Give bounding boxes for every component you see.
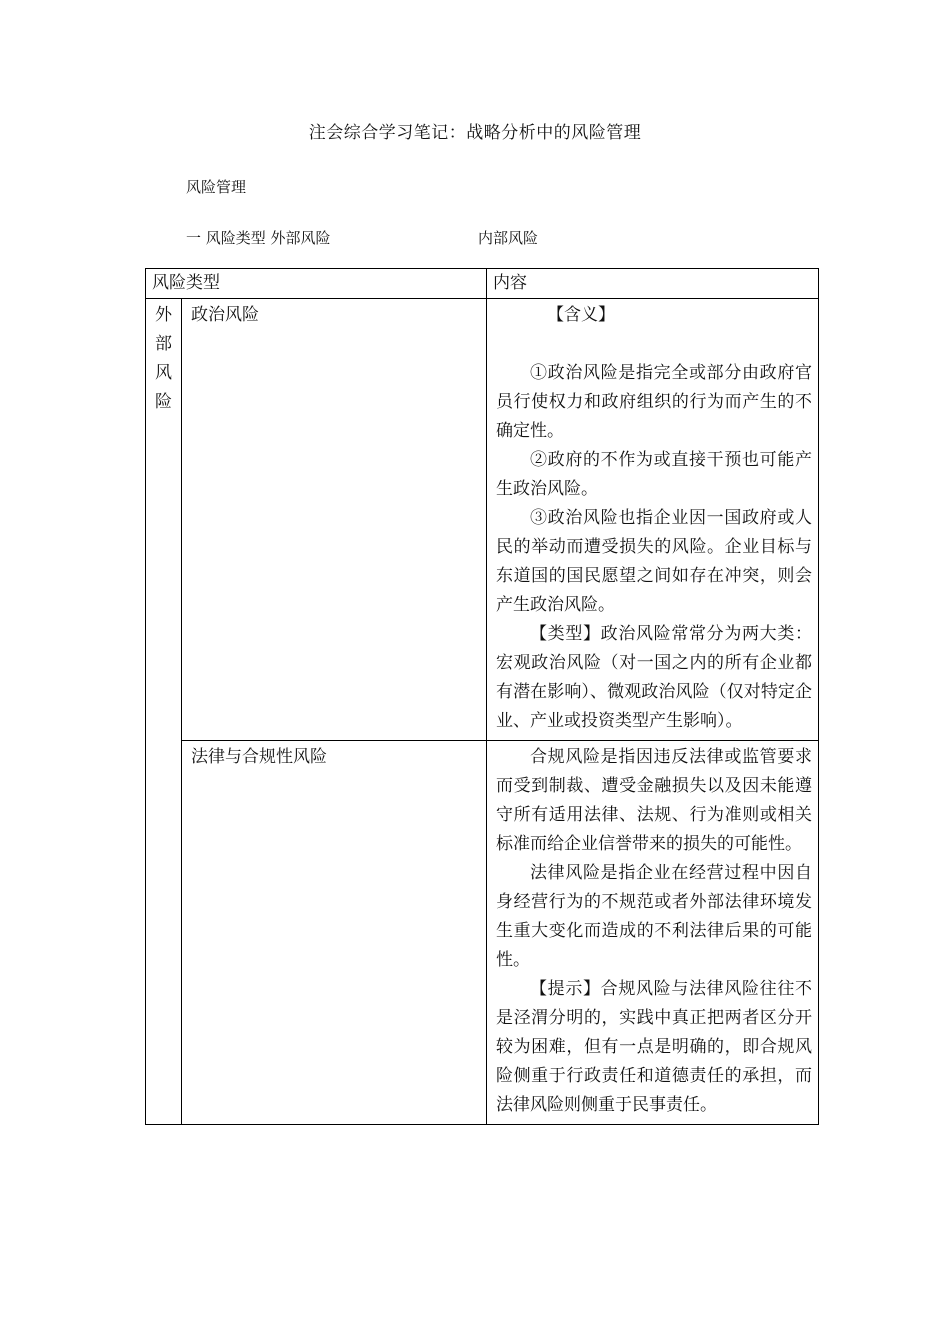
- content-paragraph: ③政治风险也指企业因一国政府或人民的举动而遭受损失的风险。企业目标与东道国的国民愿望之间如存在冲突，则会产生政治风险。: [496, 508, 812, 615]
- content-paragraph: [496, 975, 812, 1120]
- page-title: 注会综合学习笔记：战略分析中的风险管理: [308, 123, 642, 143]
- tag-meaning: 【含义】: [547, 305, 615, 325]
- risk-content-legal: [487, 741, 819, 1125]
- risk-type-heading: 一 风险类型 外部风险: [186, 229, 331, 247]
- risk-table: [145, 268, 819, 1125]
- risk-name-political: 政治风险: [182, 299, 487, 741]
- risk-name-legal: 法律与合规性风险: [182, 741, 487, 1125]
- type-text: 政治风险常常分为两大类：宏观政治风险（对一国之内的所有企业都有潜在影响）、微观政治风险（仅对特定企业、产业或投资类型产生影响）。: [496, 624, 813, 731]
- tag-tip: 【提示】: [530, 979, 601, 999]
- header-risk-type: 风险类型: [146, 269, 487, 299]
- header-content: 内容: [487, 269, 819, 299]
- risk-content-political: [487, 299, 819, 741]
- internal-risk-heading: 内部风险: [478, 229, 539, 247]
- content-paragraph: 合规风险是指因违反法律或监管要求而受到制裁、遭受金融损失以及因未能遵守所有适用法律、法规、行为准则或相关标准而给企业信誉带来的损失的可能性。: [496, 747, 812, 854]
- tip-text: 合规风险与法律风险往往不是泾渭分明的，实践中真正把两者区分开较为困难，但有一点是明确的，即合规风险侧重于行政责任和道德责任的承担，而法律风险则侧重于民事责任。: [496, 979, 813, 1115]
- table-row: [146, 299, 819, 741]
- table-row: [146, 741, 819, 1125]
- blank-line: [496, 330, 812, 359]
- content-paragraph: ②政府的不作为或直接干预也可能产生政治风险。: [496, 450, 812, 499]
- content-paragraph: [496, 620, 812, 736]
- category-external-risk: [146, 299, 182, 1125]
- table-header-row: [146, 269, 819, 299]
- section-label: 风险管理: [186, 178, 247, 196]
- content-paragraph: ①政治风险是指完全或部分由政府官员行使权力和政府组织的行为而产生的不确定性。: [496, 363, 812, 441]
- tag-type: 【类型】: [530, 624, 601, 644]
- category-char: 部: [155, 334, 172, 354]
- content-paragraph: 法律风险是指企业在经营过程中因自身经营行为的不规范或者外部法律环境发生重大变化而造成的不利法律后果的可能性。: [496, 863, 812, 970]
- category-char: 外: [155, 305, 172, 325]
- category-char: 风: [155, 363, 172, 383]
- category-char: 险: [155, 392, 172, 412]
